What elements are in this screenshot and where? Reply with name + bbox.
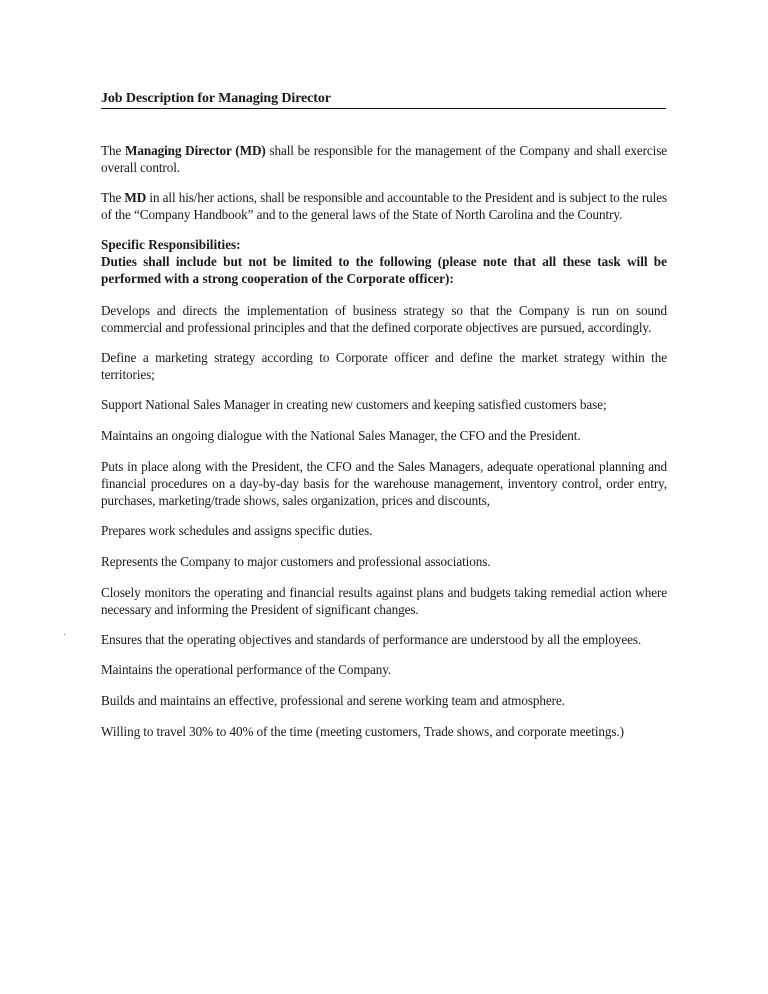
duties-note: Duties shall include but not be limited to the following (please note that all these task will be performed with a strong cooperation of the Corporate officer): (101, 254, 667, 286)
intro-text: The (101, 143, 126, 158)
responsibility-item: Support National Sales Manager in creating new customers and keeping satisfied customers base; (101, 397, 607, 412)
intro-bold-term: Managing Director (MD) (125, 143, 266, 158)
responsibility-item: Represents the Company to major customers and professional associations. (101, 554, 491, 569)
responsibility-item: Develops and directs the implementation of business strategy so that the Company is run on sound commercial and professional principles and that the defined corporate objectives are pursued, accordingly. (101, 303, 667, 335)
document-body (101, 142, 667, 753)
intro-paragraph-md-accountability (101, 189, 667, 223)
intro-paragraph-md-responsibility (101, 142, 667, 176)
scan-speck (64, 634, 65, 635)
responsibility-item: Maintains the operational performance of the Company. (101, 662, 392, 677)
title-underline (101, 108, 666, 109)
responsibility-item: Prepares work schedules and assigns specific duties. (101, 523, 373, 538)
intro-text: in all his/her actions, shall be responsible and accountable to the President and is subject to the rules of the “Company Handbook” and to the general laws of the State of North Carolina and the Country. (101, 190, 667, 222)
intro-bold-term: MD (124, 190, 147, 205)
document-title: Job Description for Managing Director (101, 91, 331, 106)
responsibility-item: Ensures that the operating objectives and standards of performance are understood by all the employees. (101, 632, 642, 647)
responsibility-item: Builds and maintains an effective, professional and serene working team and atmosphere. (101, 693, 565, 708)
responsibility-item: Willing to travel 30% to 40% of the time (meeting customers, Trade shows, and corporate meetings.) (101, 724, 624, 739)
responsibility-item: Puts in place along with the President, the CFO and the Sales Managers, adequate operational planning and financial procedures on a day-by-day basis for the warehouse management, inventory control, order entry, purchases, marketing/trade shows, sales organization, prices and discounts, (101, 459, 667, 508)
responsibilities-heading: Specific Responsibilities: (101, 237, 241, 252)
responsibility-item: Maintains an ongoing dialogue with the National Sales Manager, the CFO and the President. (101, 428, 581, 443)
responsibility-item: Closely monitors the operating and financial results against plans and budgets taking remedial action where necessary and informing the President of significant changes. (101, 585, 667, 617)
responsibility-item: Define a marketing strategy according to Corporate officer and define the market strategy within the territories; (101, 350, 667, 382)
intro-text: shall be responsible for the management of the Company and shall exercise overall control. (101, 143, 667, 175)
intro-text: The (101, 190, 125, 205)
